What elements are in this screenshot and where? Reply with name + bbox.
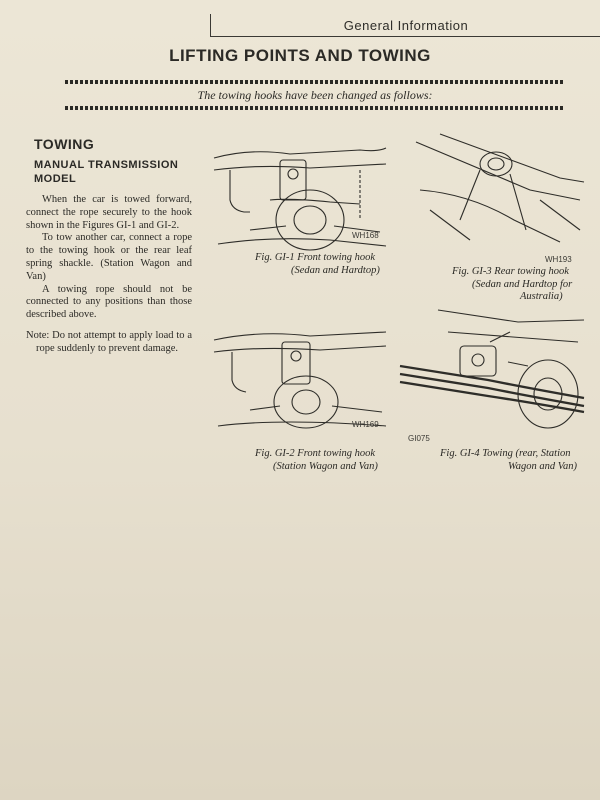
towing-heading: TOWING: [34, 136, 95, 152]
caption-line: Australia): [520, 291, 563, 302]
caption-line: (Station Wagon and Van): [273, 460, 378, 472]
figure-gi-3-illustration: [410, 130, 586, 250]
caption-line: Fig. GI-3 Rear towing hook: [452, 266, 569, 277]
warning-note: Note: Do not attempt to apply load to a rope suddenly to prevent damage.: [26, 329, 192, 354]
caption-line: Fig. GI-4 Towing (rear, Station: [440, 448, 571, 459]
figure-gi-1-caption: [255, 252, 380, 277]
towing-body: [26, 194, 192, 356]
caption-line: (Sedan and Hardtop for: [472, 278, 573, 290]
intro-note: The towing hooks have been changed as follows:: [197, 88, 433, 102]
figure-code: WH193: [545, 255, 572, 264]
figure-gi-3-caption: [452, 266, 572, 304]
figure-code: WH168: [352, 231, 379, 240]
figure-gi-2-caption: [255, 448, 378, 473]
caption-line: Fig. GI-2 Front towing hook: [255, 448, 376, 459]
section-header: General Information: [210, 14, 600, 37]
figure-code: GI075: [408, 434, 430, 443]
figure-gi-4-illustration: [398, 302, 586, 432]
manual-transmission-subheading: MANUAL TRANSMISSION MODEL: [34, 159, 179, 185]
paragraph: When the car is towed forward, connect the rope securely to the hook shown in the Figures GI-1 and GI-2.: [26, 194, 192, 231]
figure-gi-4-caption: [440, 448, 577, 473]
figure-gi-2-illustration: [210, 318, 388, 430]
caption-line: Wagon and Van): [508, 460, 578, 472]
dotted-rule-bottom: [65, 106, 565, 110]
dotted-rule-top: [65, 80, 565, 84]
figure-code: WH169: [352, 420, 379, 429]
paragraph: To tow another car, connect a rope to the towing hook or the rear leaf spring shackle. (Station Wagon and Van): [26, 232, 192, 282]
page-title: LIFTING POINTS AND TOWING: [169, 46, 431, 65]
paragraph: A towing rope should not be connected to any positions than those described above.: [26, 283, 192, 321]
caption-line: (Sedan and Hardtop): [291, 264, 380, 276]
caption-line: Fig. GI-1 Front towing hook: [255, 252, 376, 263]
